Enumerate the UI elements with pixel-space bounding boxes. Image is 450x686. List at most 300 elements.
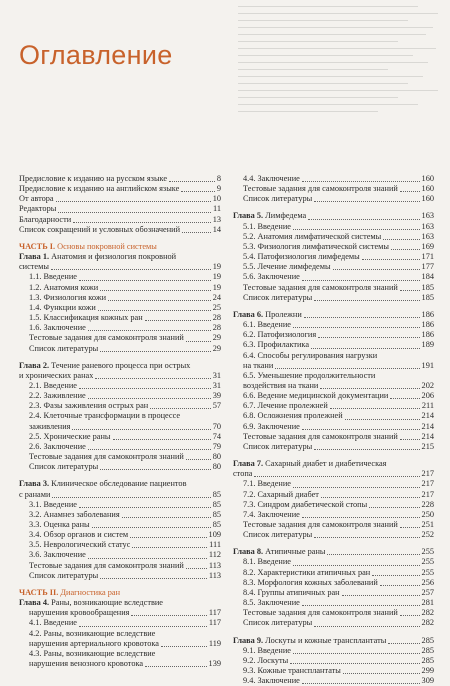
- toc-entry: [19, 391, 221, 401]
- toc-dot-leader: [132, 547, 207, 548]
- toc-entry-text: 3.5. Неврологический статус: [29, 540, 131, 550]
- toc-dot-leader: [56, 201, 211, 202]
- toc-entry: [233, 262, 434, 272]
- toc-spacer: [233, 204, 434, 211]
- toc-entry: [19, 608, 221, 618]
- toc-entry-title: [233, 530, 312, 540]
- toc-entry: [233, 500, 434, 510]
- toc-spacer: [233, 540, 434, 547]
- toc-chapter-title: Сахарный диабет и диабетическая: [265, 459, 387, 469]
- toc-entry-title: [19, 530, 128, 540]
- toc-entry-text: Список литературы: [243, 618, 313, 628]
- toc-entry-title: [19, 540, 130, 550]
- toc-page-number: 251: [421, 520, 434, 529]
- toc-page-number: 13: [212, 214, 221, 224]
- toc-page-number: 160: [421, 184, 434, 194]
- toc-page-number: 11: [213, 204, 221, 214]
- toc-entry-title: [19, 561, 184, 571]
- toc-page-number: 185: [421, 292, 434, 302]
- toc-entry-text: 7.3. Синдром диабетической стопы: [243, 499, 368, 509]
- toc-entry-text: нарушения артериального кровотока: [29, 638, 159, 648]
- toc-page-number: 281: [421, 598, 434, 608]
- toc-dot-leader: [308, 219, 419, 220]
- toc-dot-leader: [100, 351, 210, 352]
- toc-dot-leader: [362, 259, 420, 260]
- toc-dot-leader: [79, 626, 207, 627]
- toc-entry-text: на ткани: [243, 360, 274, 370]
- toc-entry: [233, 211, 434, 221]
- toc-entry: [19, 371, 221, 381]
- toc-page-number: 282: [421, 608, 434, 618]
- toc-entry-title: [233, 283, 398, 293]
- toc-entry-text: Тестовые задания для самоконтроля знаний: [243, 282, 398, 292]
- toc-entry-text: 5.4. Патофизиология лимфедемы: [243, 252, 360, 262]
- toc-dot-leader: [51, 269, 211, 270]
- toc-page-number: 113: [208, 570, 221, 580]
- toc-page-number: 29: [212, 333, 221, 343]
- toc-dot-leader: [302, 280, 420, 281]
- toc-entry-text: 4.4. Заключение: [243, 174, 300, 183]
- toc-dot-leader: [79, 388, 211, 389]
- toc-dot-leader: [275, 368, 419, 369]
- toc-entry-text: 3.3. Оценка раны: [29, 520, 90, 529]
- toc-dot-leader: [181, 191, 215, 192]
- toc-dot-leader: [145, 320, 211, 321]
- toc-page-number: 163: [421, 231, 434, 241]
- toc-entry: [19, 272, 221, 282]
- toc-entry-title: [233, 608, 398, 618]
- toc-page-number: 214: [421, 411, 434, 421]
- toc-page-number: 70: [212, 421, 221, 431]
- toc-entry-text: 7.2. Сахарный диабет: [243, 489, 319, 499]
- toc-entry: [233, 252, 434, 262]
- toc-page-number: 85: [212, 509, 221, 519]
- toc-line: 6.4. Способы регулирования нагрузки: [243, 350, 378, 360]
- toc-page-number: 112: [208, 550, 221, 560]
- toc-entry-text: 6.3. Профилактика: [243, 340, 310, 350]
- toc-page-number: 250: [421, 509, 434, 519]
- toc-page-number: 9: [216, 184, 221, 194]
- toc-dot-leader: [52, 497, 210, 498]
- toc-entry-text: Тестовые задания для самоконтроля знаний: [243, 431, 398, 441]
- toc-entry-title: [233, 469, 252, 479]
- toc-spacer: [233, 452, 434, 459]
- toc-entry: [233, 422, 434, 432]
- toc-entry-title: [233, 479, 291, 489]
- toc-entry-text: 7.1. Введение: [243, 479, 291, 489]
- toc-entry-title: [19, 184, 179, 194]
- toc-page-number: 19: [212, 262, 221, 272]
- toc-entry-text: 2.2. Заживление: [29, 391, 86, 401]
- toc-dot-leader: [100, 469, 210, 470]
- toc-entry: [233, 391, 434, 401]
- toc-dot-leader: [390, 398, 419, 399]
- toc-page-number: 8: [216, 174, 221, 183]
- toc-entry: [233, 666, 434, 676]
- toc-entry: [19, 194, 221, 204]
- toc-dot-leader: [380, 585, 420, 586]
- toc-entry: [233, 646, 434, 656]
- toc-entry-title: [233, 381, 318, 391]
- toc-page-number: 85: [212, 520, 221, 529]
- toc-dot-leader: [169, 181, 215, 182]
- toc-dot-leader: [145, 666, 206, 667]
- toc-part-heading: [19, 588, 221, 598]
- toc-entry-text: 6.2. Патофизиология: [243, 330, 317, 340]
- toc-dot-leader: [314, 537, 419, 538]
- toc-entry-title: [19, 422, 70, 432]
- toc-entry-text: 8.3. Морфология кожных заболеваний: [243, 577, 378, 587]
- toc-entry-text: Предисловие к изданию на русском языке: [19, 174, 168, 183]
- toc-entry: [19, 571, 221, 581]
- toc-entry-text: Тестовые задания для самоконтроля знаний: [243, 520, 398, 529]
- toc-dot-leader: [293, 653, 420, 654]
- toc-dot-leader: [314, 201, 419, 202]
- toc-entry: [233, 411, 434, 421]
- toc-line: 6.5. Уменьшение продолжительности: [243, 370, 376, 380]
- toc-entry: [233, 320, 434, 330]
- toc-chapter-number: Глава 5.: [233, 211, 264, 221]
- toc-page-number: 80: [212, 452, 221, 462]
- toc-entry-title: [19, 262, 49, 272]
- toc-page-number: 256: [421, 577, 434, 587]
- toc-chapter-number: Глава 8.: [233, 547, 264, 557]
- toc-entry-title: [19, 432, 111, 442]
- toc-entry-text: 1.3. Физиология кожи: [29, 292, 107, 302]
- toc-entry-text: 7.4. Заключение: [243, 509, 300, 519]
- toc-dot-leader: [58, 212, 211, 213]
- toc-dot-leader: [333, 269, 420, 270]
- toc-dot-leader: [400, 290, 420, 291]
- toc-entry-text: Список литературы: [243, 292, 313, 302]
- toc-dot-leader: [113, 439, 211, 440]
- toc-entry-title: [233, 310, 302, 320]
- toc-entry: [19, 452, 221, 462]
- toc-page-number: 282: [421, 618, 434, 628]
- toc-dot-leader: [369, 507, 419, 508]
- toc-entry: [233, 469, 434, 479]
- toc-dot-leader: [186, 341, 211, 342]
- toc-spacer: [19, 235, 221, 242]
- toc-entry-title: [233, 242, 389, 252]
- toc-chapter-heading: [19, 361, 221, 371]
- toc-entry-title: [233, 510, 300, 520]
- toc-entry-text: Тестовые задания для самоконтроля знаний: [29, 452, 184, 462]
- toc-entry: [233, 293, 434, 303]
- toc-part-title: Основы покровной системы: [57, 241, 157, 251]
- toc-chapter-title: Анатомия и физиология покровной: [51, 252, 177, 262]
- toc-dot-leader: [290, 663, 419, 664]
- toc-entry: [19, 432, 221, 442]
- toc-page-number: 189: [421, 340, 434, 350]
- toc-page-number: 171: [421, 252, 434, 262]
- toc-entry-title: [233, 656, 288, 666]
- toc-page-number: 191: [421, 360, 434, 370]
- toc-entry: [233, 401, 434, 411]
- toc-entry: [19, 293, 221, 303]
- toc-entry-text: 8.4. Группы атипичных ран: [243, 587, 340, 597]
- toc-dot-leader: [293, 487, 420, 488]
- toc-page-number: 299: [421, 666, 434, 676]
- toc-entry-text: Список сокращений и условных обозначений: [19, 224, 181, 234]
- toc-spacer: [233, 629, 434, 636]
- toc-entry-title: [19, 401, 148, 411]
- toc-entry-text: 5.5. Лечение лимфедемы: [243, 262, 331, 272]
- toc-entry-title: [233, 211, 306, 221]
- toc-entry-title: [233, 262, 331, 272]
- toc-entry: [19, 333, 221, 343]
- toc-page-number: 214: [421, 431, 434, 441]
- toc-entry-text: 5.2. Анатомия лимфатической системы: [243, 231, 382, 241]
- toc-entry-text: 2.6. Заключение: [29, 441, 86, 451]
- toc-page-number: 24: [212, 292, 221, 302]
- toc-entry-text: 1.1. Введение: [29, 272, 77, 282]
- toc-entry-text: 6.6. Ведение медицинской документации: [243, 391, 389, 401]
- toc-entry-title: [233, 361, 273, 371]
- toc-dot-leader: [302, 181, 420, 182]
- toc-entry-title: [19, 608, 129, 618]
- toc-line: 4.2. Раны, возникающие вследствие: [29, 628, 156, 638]
- toc-entry-title: [19, 500, 77, 510]
- toc-entry-text: заживления: [29, 421, 71, 431]
- toc-entry-text: Список литературы: [243, 194, 313, 204]
- toc-entry-title: [19, 344, 98, 354]
- toc-dot-leader: [130, 537, 206, 538]
- toc-entry-text: 2.3. Фазы заживления острых ран: [29, 401, 149, 411]
- toc-entry-title: [233, 598, 300, 608]
- toc-entry-title: [19, 313, 143, 323]
- toc-page-number: 117: [208, 608, 221, 618]
- toc-entry-title: [19, 174, 167, 184]
- toc-entry-title: [19, 510, 120, 520]
- toc-part-title: Диагностика ран: [60, 587, 121, 597]
- toc-entry: [233, 608, 434, 618]
- toc-page-number: 25: [212, 302, 221, 312]
- toc-entry-title: [19, 639, 159, 649]
- toc-entry-title: [233, 252, 360, 262]
- toc-entry: [19, 381, 221, 391]
- toc-entry-text: 9.4. Заключение: [243, 676, 300, 686]
- toc-page-number: 79: [212, 441, 221, 451]
- toc-entry-title: [233, 588, 340, 598]
- toc-entry-text: нарушения кровообращения: [29, 608, 130, 618]
- toc-entry-title: [19, 462, 98, 472]
- toc-page-number: 202: [421, 380, 434, 390]
- toc-page-number: 109: [208, 530, 221, 540]
- toc-entry: [19, 462, 221, 472]
- toc-entry-title: [233, 442, 312, 452]
- toc-page-number: 309: [421, 676, 434, 686]
- toc-entry: [233, 432, 434, 442]
- toc-entry: [19, 323, 221, 333]
- toc-entry: [233, 194, 434, 204]
- toc-entry: [19, 174, 221, 184]
- toc-entry-text: 1.5. Классификация кожных ран: [29, 313, 143, 323]
- toc-entry-text: 2.5. Хронические раны: [29, 431, 111, 441]
- toc-page-number: 217: [421, 469, 434, 479]
- toc-entry-title: [19, 452, 184, 462]
- toc-page-number: 186: [421, 309, 434, 319]
- toc-entry-text: 5.1. Введение: [243, 221, 291, 231]
- toc-page-number: 257: [421, 587, 434, 597]
- toc-entry-text: нарушения венозного кровотока: [29, 659, 144, 669]
- toc-entry-text: Тестовые задания для самоконтроля знаний: [243, 184, 398, 194]
- toc-entry: [19, 639, 221, 649]
- toc-entry-text: с ранами: [19, 489, 51, 499]
- toc-dot-leader: [186, 568, 207, 569]
- toc-page-number: 217: [421, 489, 434, 499]
- toc-entry: [19, 422, 221, 432]
- toc-chapter-heading: [233, 459, 434, 469]
- toc-dot-leader: [182, 232, 211, 233]
- toc-page-number: 285: [421, 655, 434, 665]
- toc-chapter-heading: [19, 252, 221, 262]
- toc-entry: [19, 618, 221, 628]
- toc-entry: [233, 272, 434, 282]
- toc-entry-title: [233, 547, 325, 557]
- toc-entry-title: [233, 330, 316, 340]
- toc-page-number: 186: [421, 330, 434, 340]
- toc-dot-leader: [400, 527, 420, 528]
- toc-entry-text: 8.5. Заключение: [243, 598, 300, 608]
- toc-entry: [233, 578, 434, 588]
- toc-entry-text: 5.3. Физиология лимфатической системы: [243, 241, 389, 251]
- toc-entry: [19, 204, 221, 214]
- toc-dot-leader: [327, 554, 419, 555]
- toc-entry-title: [19, 659, 143, 669]
- toc-entry: [233, 557, 434, 567]
- toc-entry-text: 6.1. Введение: [243, 320, 291, 330]
- toc-entry-title: [19, 618, 77, 628]
- toc-entry-title: [233, 272, 300, 282]
- toc-entry: [233, 232, 434, 242]
- toc-dot-leader: [314, 626, 419, 627]
- toc-dot-leader: [293, 229, 420, 230]
- toc-dot-leader: [302, 605, 420, 606]
- toc-entry-title: [233, 520, 398, 530]
- toc-entry-text: 1.4. Функции кожи: [29, 302, 96, 312]
- toc-entry: [19, 303, 221, 313]
- toc-entry-title: [233, 401, 328, 411]
- toc-page-number: 163: [421, 221, 434, 231]
- toc-entry: [233, 636, 434, 646]
- toc-entry-title: [19, 391, 86, 401]
- toc-entry-text: 8.1. Введение: [243, 557, 291, 567]
- toc-page-number: 85: [212, 499, 221, 509]
- toc-page-number: 28: [212, 313, 221, 323]
- toc-entry-title: [233, 293, 312, 303]
- toc-entry: [233, 490, 434, 500]
- toc-entry-text: От автора: [19, 194, 54, 204]
- toc-dot-leader: [318, 337, 419, 338]
- toc-entry-text: Список литературы: [29, 570, 99, 580]
- toc-page-number: 185: [421, 282, 434, 292]
- toc-part-heading: [19, 242, 221, 252]
- toc-entry: [19, 442, 221, 452]
- toc-dot-leader: [302, 429, 420, 430]
- toc-dot-leader: [302, 517, 420, 518]
- toc-entry: [233, 510, 434, 520]
- toc-entry-text: Пролежни: [265, 309, 302, 319]
- toc-entry-text: 6.7. Лечение пролежней: [243, 401, 328, 411]
- toc-entry: [233, 174, 434, 184]
- toc-entry-title: [233, 557, 291, 567]
- toc-entry-title: [233, 500, 367, 510]
- toc-column-left: [19, 174, 221, 669]
- toc-entry-title: [233, 174, 300, 184]
- toc-entry-text: Лимфедема: [265, 211, 307, 221]
- toc-dot-leader: [330, 408, 420, 409]
- toc-dot-leader: [254, 476, 419, 477]
- toc-chapter-number: Глава 6.: [233, 309, 264, 319]
- toc-entry-title: [19, 293, 106, 303]
- toc-chapter-number: Глава 4.: [19, 598, 50, 608]
- toc-entry-text: 9.1. Введение: [243, 645, 291, 655]
- toc-dot-leader: [400, 615, 420, 616]
- toc-entry: [233, 520, 434, 530]
- toc-entry-title: [19, 215, 71, 225]
- toc-page-number: 113: [208, 560, 221, 570]
- toc-dot-leader: [98, 310, 211, 311]
- toc-entry-text: 1.6. Заключение: [29, 323, 86, 333]
- toc-entry: [233, 330, 434, 340]
- toc-dot-leader: [400, 439, 420, 440]
- toc-dot-leader: [400, 191, 420, 192]
- toc-entry-title: [19, 550, 86, 560]
- toc-entry-title: [233, 636, 386, 646]
- toc-chapter-number: Глава 1.: [19, 252, 50, 262]
- toc-entry: [19, 530, 221, 540]
- toc-entry: [19, 262, 221, 272]
- toc-entry-text: Список литературы: [243, 441, 313, 451]
- toc-dot-leader: [388, 643, 419, 644]
- toc-entry-title: [233, 676, 300, 686]
- toc-spacer: [19, 472, 221, 479]
- toc-entry: [19, 510, 221, 520]
- toc-entry: [233, 568, 434, 578]
- toc-chapter-heading: [19, 598, 221, 608]
- toc-entry-text: 3.1. Введение: [29, 499, 77, 509]
- toc-chapter-title: Течение раневого процесса при острых: [51, 360, 191, 370]
- toc-entry-text: воздействия на ткани: [243, 380, 319, 390]
- toc-entry-text: Тестовые задания для самоконтроля знаний: [29, 333, 184, 343]
- toc-entry-text: 9.2. Лоскуты: [243, 655, 289, 665]
- toc-entry-text: 8.2. Характеристики атипичных ран: [243, 567, 371, 577]
- toc-page-number: 206: [421, 391, 434, 401]
- toc-page-number: 14: [212, 224, 221, 234]
- toc-dot-leader: [311, 348, 420, 349]
- toc-dot-leader: [88, 558, 207, 559]
- toc-page-number: 111: [209, 540, 221, 550]
- toc-entry-title: [233, 194, 312, 204]
- toc-entry: [19, 540, 221, 550]
- toc-page-number: 139: [208, 659, 221, 669]
- toc-page-number: 74: [212, 431, 221, 441]
- toc-page-number: 184: [421, 272, 434, 282]
- toc-dot-leader: [92, 527, 211, 528]
- toc-entry-title: [233, 578, 378, 588]
- toc-entry-title: [233, 618, 312, 628]
- toc-entry: [19, 225, 221, 235]
- toc-entry-title: [233, 320, 291, 330]
- toc-dot-leader: [88, 398, 211, 399]
- toc-part-number: ЧАСТЬ II.: [19, 587, 59, 597]
- toc-page-number: 80: [212, 462, 221, 472]
- toc-dot-leader: [343, 673, 420, 674]
- toc-entry-title: [19, 371, 93, 381]
- toc-dot-leader: [293, 327, 420, 328]
- toc-entry-text: 6.8. Осложнения пролежней: [243, 411, 343, 421]
